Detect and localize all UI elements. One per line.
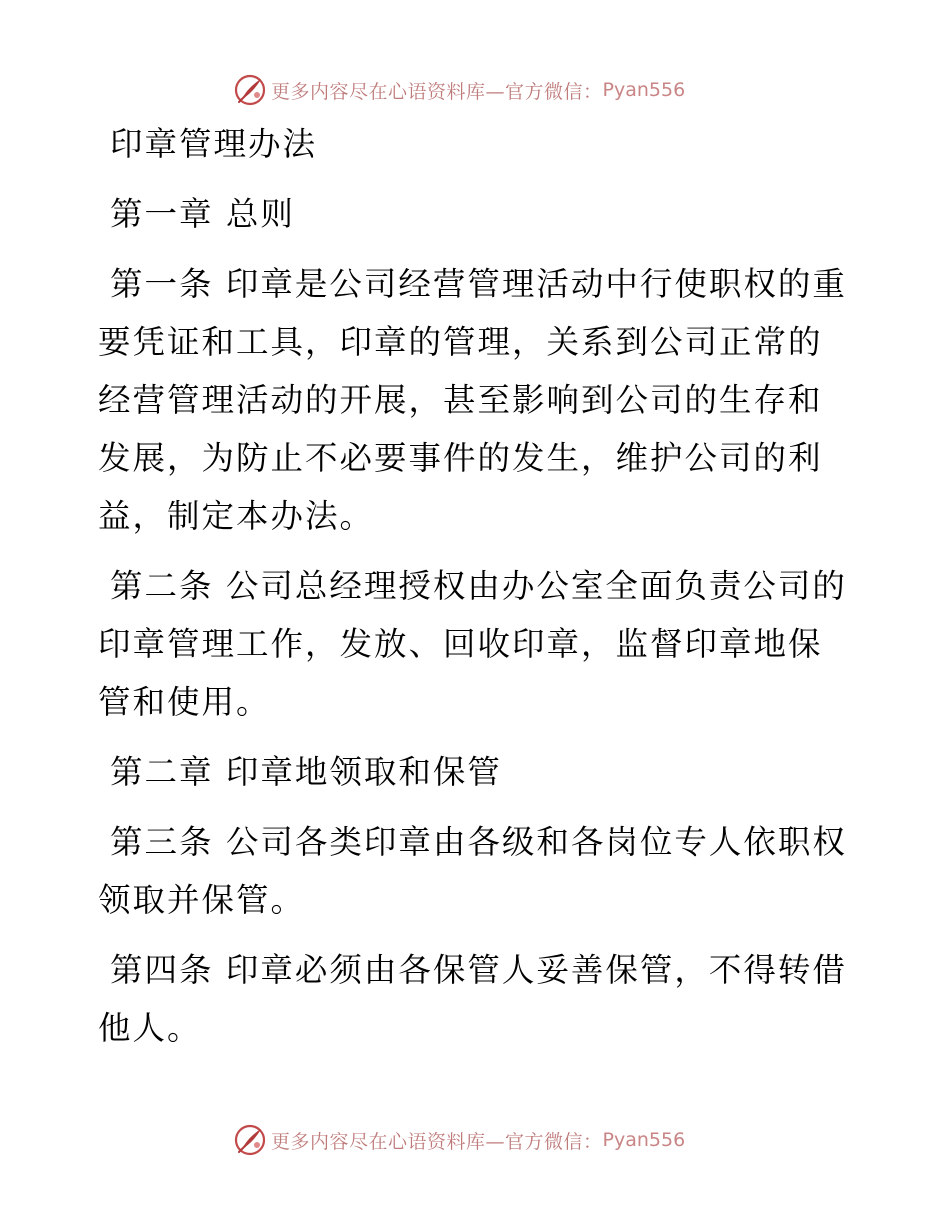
article-4 xyxy=(98,941,853,1057)
wechat-id: Pyan556 xyxy=(602,79,686,101)
watermark-text: 更多内容尽在心语资料库—官方微信： xyxy=(271,80,603,103)
document-title: 印章管理办法 xyxy=(110,125,318,163)
article-2 xyxy=(98,557,853,731)
article-1 xyxy=(98,255,853,545)
article-1-label: 第一条 xyxy=(110,265,214,303)
article-3-label: 第三条 xyxy=(110,823,214,861)
article-4-text: 印章必须由各保管人妥善保管，不得转借他人。 xyxy=(98,951,847,1047)
article-2-label: 第二条 xyxy=(110,567,214,605)
article-2-text: 公司总经理授权由办公室全面负责公司的印章管理工作，发放、回收印章，监督印章地保管和使用。 xyxy=(98,567,847,721)
document-body xyxy=(98,115,853,1057)
feather-pen-logo-icon xyxy=(233,1123,267,1157)
chapter-2-heading: 第二章 印章地领取和保管 xyxy=(110,753,502,791)
chapter-1-heading: 第一章 总则 xyxy=(110,195,295,233)
wechat-id: Pyan556 xyxy=(602,1129,686,1151)
article-3 xyxy=(98,813,853,929)
article-4-label: 第四条 xyxy=(110,951,214,989)
header-watermark-banner xyxy=(233,73,685,107)
feather-pen-logo-icon xyxy=(233,73,267,107)
article-3-text: 公司各类印章由各级和各岗位专人依职权领取并保管。 xyxy=(98,823,847,919)
article-1-text: 印章是公司经营管理活动中行使职权的重要凭证和工具，印章的管理，关系到公司正常的经营管理活动的开展，甚至影响到公司的生存和发展，为防止不必要事件的发生，维护公司的利益，制定本办法。 xyxy=(98,265,847,535)
footer-watermark-banner xyxy=(233,1123,685,1157)
watermark-text: 更多内容尽在心语资料库—官方微信： xyxy=(271,1130,603,1153)
